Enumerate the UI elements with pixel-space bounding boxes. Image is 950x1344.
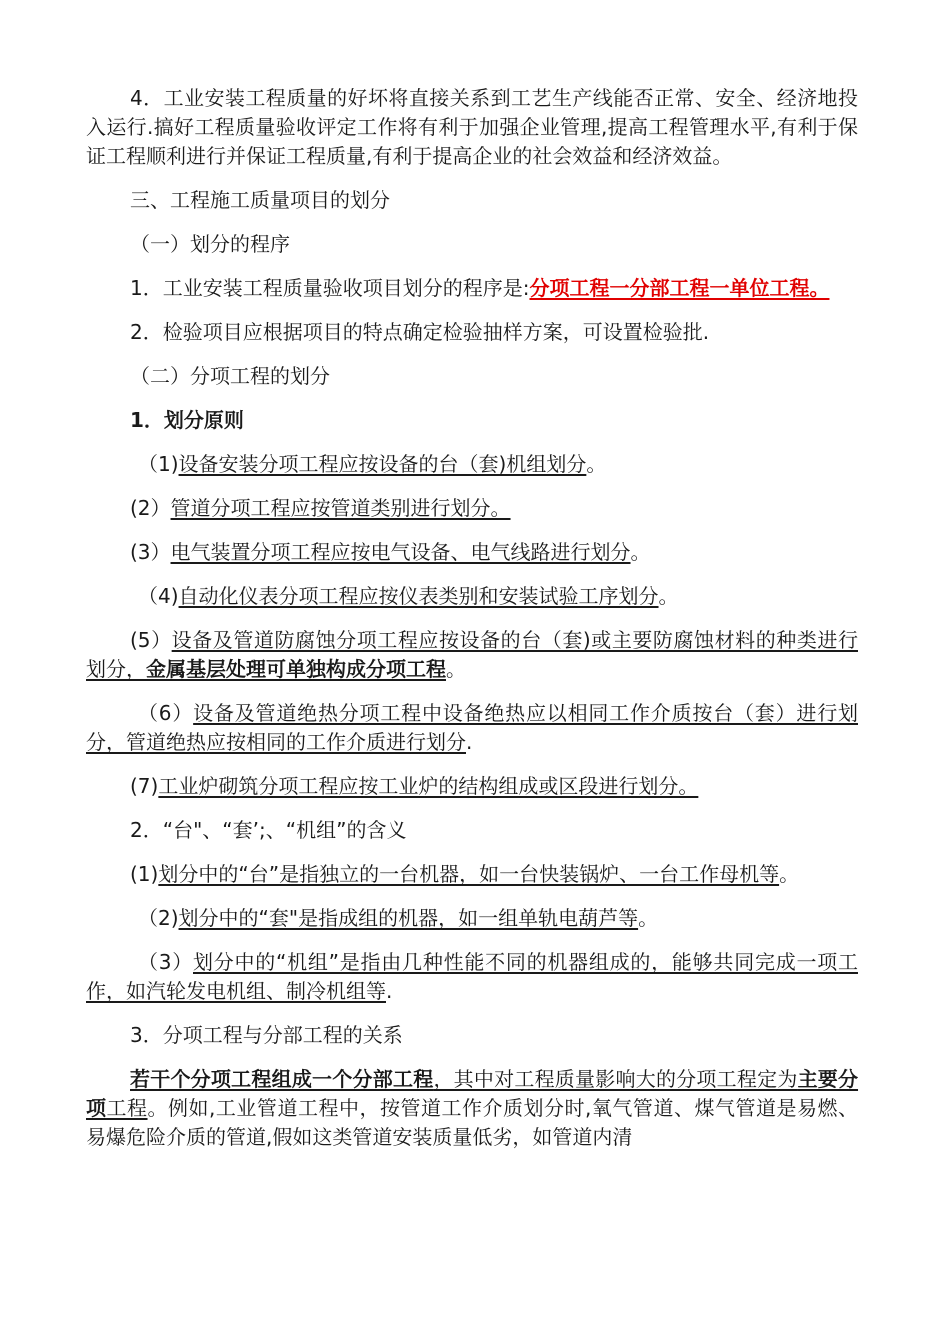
section-heading-3: 三、工程施工质量项目的划分 (130, 188, 390, 212)
rule-item-3 (86, 538, 858, 567)
rule-item-7 (86, 772, 858, 801)
rule-item-5 (86, 626, 858, 684)
meaning-3-number: （3） (138, 950, 193, 974)
heading-division-principle: 1．划分原则 (130, 408, 244, 432)
procedure-1-highlight: 分项工程一分部工程一单位工程。 (529, 276, 830, 300)
rule-6-number: （6） (138, 701, 194, 725)
rule-2-text: 管道分项工程应按管道类别进行划分。 (170, 496, 511, 520)
procedure-1-prefix: 1．工业安装工程质量验收项目划分的程序是: (130, 276, 530, 300)
rule-1-tail: 。 (586, 452, 607, 476)
subsection-heading-division: （二）分项工程的划分 (130, 364, 330, 388)
paragraph-quality-importance: 4．工业安装工程质量的好坏将直接关系到工艺生产线能否正常、安全、经济地投入运行.搞好工程质量验收评定工作将有利于加强企业管理,提高工程管理水平,有利于保证工程顺利进行并保证工程质量,有利于提高企业的社会效益和经济效益。 (86, 86, 858, 168)
rule-5-number: (5） (130, 628, 172, 652)
rule-5-text: 设备及管道防腐蚀分项工程应按设备的台（套)或主要防腐蚀材料的种类进行划分， (86, 628, 858, 681)
relation-rest: 。例如,工业管道工程中，按管道工作介质划分时,氧气管道、煤气管道是易燃、易爆危险介质的管道,假如这类管道安装质量低劣，如管道内清 (86, 1096, 859, 1149)
document-page (86, 84, 858, 1167)
meaning-3-text: 划分中的“机组”是指由几种性能不同的机器组成的，能够共同完成一项工作，如汽轮发电机组、制冷机组等 (86, 950, 858, 1003)
rule-item-2 (86, 494, 858, 523)
rule-5-tail: 。 (446, 657, 466, 681)
meaning-2-number: （2) (138, 906, 179, 930)
rule-6-text: 设备及管道绝热分项工程中设备绝热应以相同工作介质按台（套）进行划分，管道绝热应按相同的工作介质进行划分 (86, 701, 858, 754)
relation-bold-underlined: 主要分项 (86, 1067, 859, 1120)
rule-3-text: 电气装置分项工程应按电气设备、电气线路进行划分 (170, 540, 631, 564)
meaning-1-number: (1) (130, 862, 159, 886)
meaning-3-tail: . (386, 979, 393, 1003)
heading-meaning: 2．“台"、“套’;、“机组”的含义 (130, 818, 407, 842)
meaning-item-1 (86, 860, 858, 889)
rule-4-number: （4) (138, 584, 179, 608)
rule-7-text: 工业炉砌筑分项工程应按工业炉的结构组成或区段进行划分。 (158, 774, 699, 798)
rule-4-tail: 。 (658, 584, 679, 608)
rule-7-number: (7) (130, 774, 159, 798)
rule-item-6 (86, 699, 858, 757)
meaning-2-text: 划分中的“套"是指成组的机器，如一组单轨电葫芦等 (178, 906, 639, 930)
relation-underlined-2: 工程 (106, 1096, 148, 1120)
paragraph-procedure-2: 2．检验项目应根据项目的特点确定检验抽样方案，可设置检验批. (130, 320, 710, 344)
rule-1-text: 设备安装分项工程应按设备的台（套)机组划分 (178, 452, 587, 476)
rule-1-number: （1) (138, 452, 179, 476)
meaning-2-tail: 。 (638, 906, 659, 930)
meaning-1-tail: 。 (779, 862, 800, 886)
rule-item-1 (86, 450, 858, 479)
paragraph-relation (86, 1065, 858, 1152)
subsection-heading-procedure: （一）划分的程序 (130, 232, 290, 256)
rule-item-4 (86, 582, 858, 611)
paragraph-procedure-1 (86, 274, 858, 303)
relation-bold: 若干个分项工程组成一个分部工程 (130, 1067, 434, 1091)
rule-6-tail: . (466, 730, 473, 754)
rule-5-bold: 金属基层处理可单独构成分项工程 (146, 657, 446, 681)
meaning-item-2 (86, 904, 858, 933)
heading-relation: 3．分项工程与分部工程的关系 (130, 1023, 403, 1047)
relation-underlined-1: ，其中对工程质量影响大的分项工程定为 (433, 1067, 798, 1091)
rule-2-number: (2） (130, 496, 171, 520)
meaning-1-text: 划分中的“台”是指独立的一台机器，如一台快装锅炉、一台工作母机等 (158, 862, 780, 886)
rule-3-tail: 。 (630, 540, 651, 564)
rule-3-number: (3） (130, 540, 171, 564)
rule-4-text: 自动化仪表分项工程应按仪表类别和安装试验工序划分 (178, 584, 659, 608)
meaning-item-3 (86, 948, 858, 1006)
